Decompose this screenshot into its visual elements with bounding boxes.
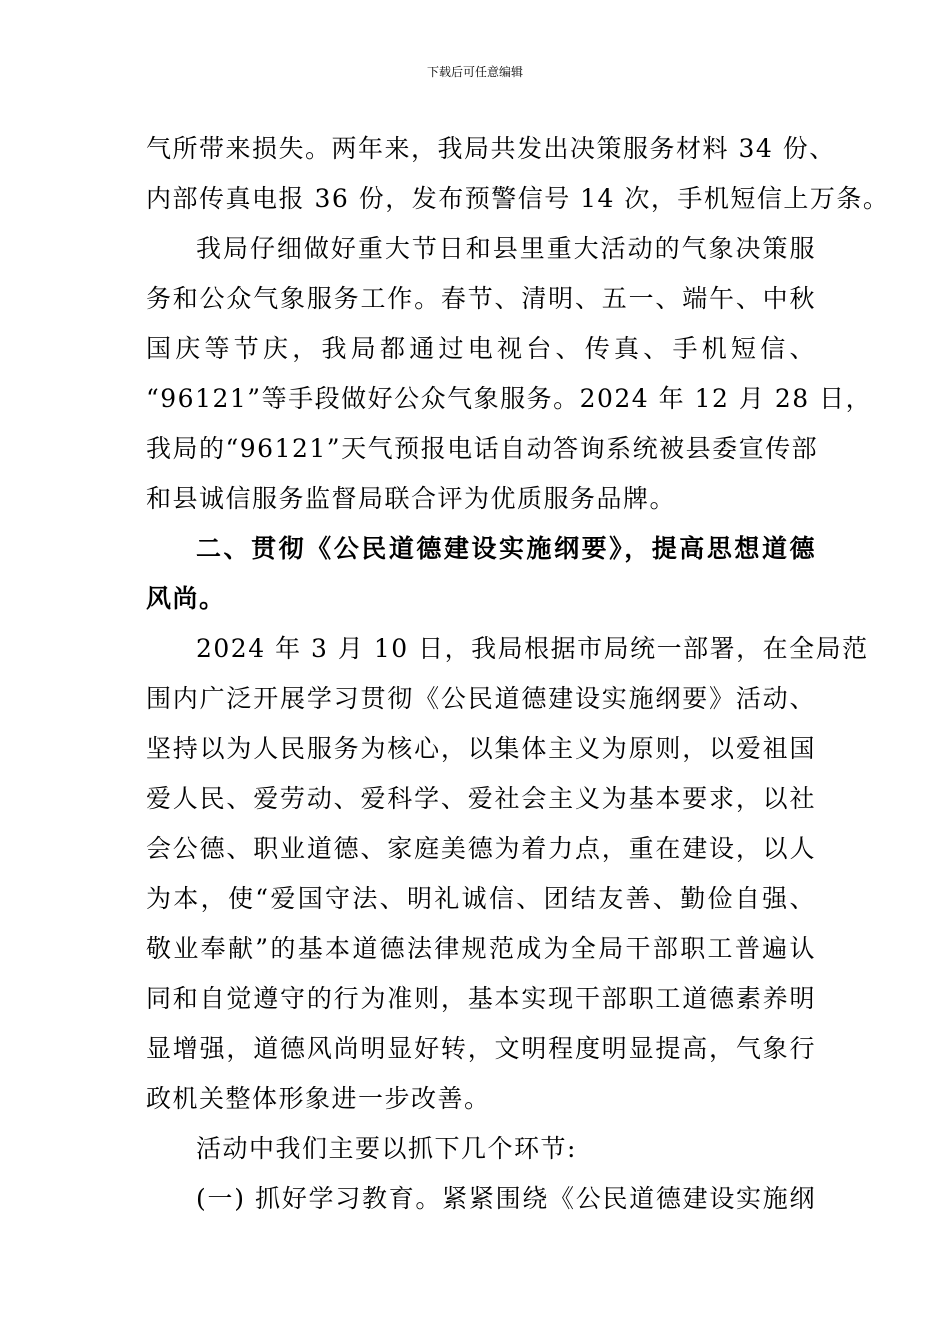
section-heading-continued: 风尚。 [146, 584, 226, 613]
section-heading: 二、贯彻《公民道德建设实施纲要》，提高思想道德 [196, 534, 816, 563]
list-item-line: (一) 抓好学习教育。紧紧围绕《公民道德建设实施纲 [196, 1184, 816, 1213]
body-line: 务和公众气象服务工作。春节、清明、五一、端午、中秋 [146, 284, 816, 313]
body-line: 会公德、职业道德、家庭美德为着力点，重在建设，以人 [146, 834, 816, 863]
body-line: 国庆等节庆，我局都通过电视台、传真、手机短信、 [146, 334, 816, 363]
body-line: 政机关整体形象进一步改善。 [146, 1084, 491, 1113]
body-line: “96121”等手段做好公众气象服务。2024 年 12 月 28 日， [146, 384, 873, 413]
body-line: 为本，使“爱国守法、明礼诚信、团结友善、勤俭自强、 [146, 884, 816, 913]
body-line: 气所带来损失。两年来，我局共发出决策服务材料 34 份、 [146, 134, 836, 163]
body-line: 和县诚信服务监督局联合评为优质服务品牌。 [146, 484, 677, 513]
body-line: 爱人民、爱劳动、爱科学、爱社会主义为基本要求，以社 [146, 784, 816, 813]
body-line: 坚持以为人民服务为核心，以集体主义为原则，以爱祖国 [146, 734, 816, 763]
body-line: 内部传真电报 36 份，发布预警信号 14 次，手机短信上万条。 [146, 184, 890, 213]
body-line: 显增强，道德风尚明显好转，文明程度明显提高，气象行 [146, 1034, 816, 1063]
body-line: 围内广泛开展学习贯彻《公民道德建设实施纲要》活动、 [146, 684, 816, 713]
body-line: 同和自觉遵守的行为准则，基本实现干部职工道德素养明 [146, 984, 816, 1013]
document-body [146, 124, 890, 1224]
paragraph-start-line: 2024 年 3 月 10 日，我局根据市局统一部署，在全局范 [196, 634, 869, 663]
paragraph-start-line: 我局仔细做好重大节日和县里重大活动的气象决策服 [196, 234, 816, 263]
paragraph-start-line: 活动中我们主要以抓下几个环节: [196, 1134, 577, 1163]
page-header: 下载后可任意编辑 [426, 65, 523, 79]
body-line: 我局的“96121”天气预报电话自动答询系统被县委宣传部 [146, 434, 819, 463]
body-line: 敬业奉献”的基本道德法律规范成为全局干部职工普遍认 [146, 934, 816, 963]
